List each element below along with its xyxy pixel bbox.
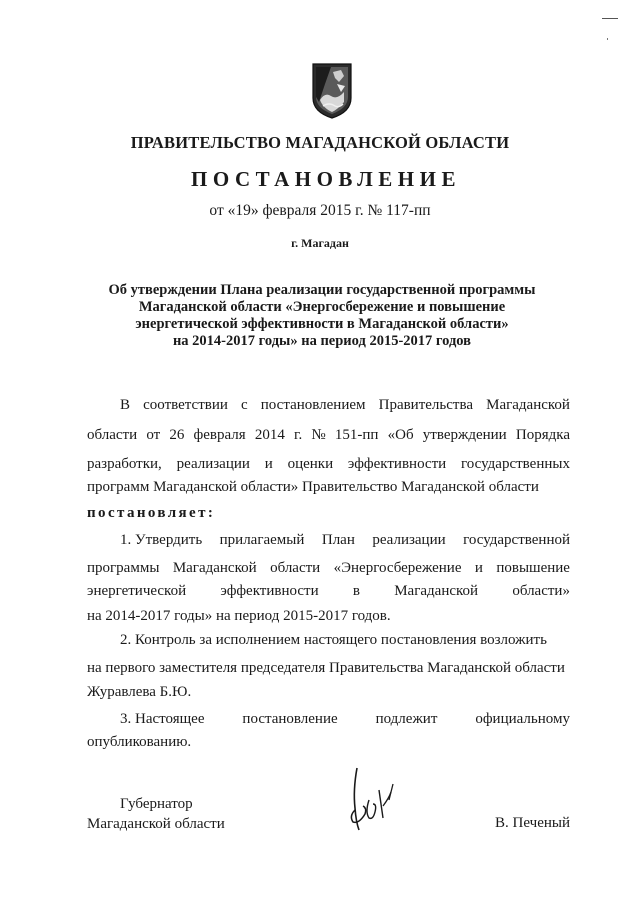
word: Порядка: [515, 427, 570, 443]
word: 1. Утвердить: [120, 532, 203, 548]
word: февраля: [193, 427, 246, 443]
signatory-region: Магаданской области: [87, 816, 225, 832]
signatory-position: Губернатор: [120, 796, 193, 812]
title-line: Магаданской области «Энергосбережение и повышение: [138, 299, 506, 315]
item-1-line: на 2014-2017 годы» на период 2015-2017 годов.: [87, 608, 391, 624]
word: «Об: [387, 427, 414, 443]
word: программы: [87, 560, 160, 576]
word: №: [311, 427, 326, 443]
word: эффективности: [347, 456, 447, 472]
word: области: [87, 427, 138, 443]
document-type: ПОСТАНОВЛЕНИЕ: [191, 167, 461, 191]
word: постановление: [242, 711, 338, 727]
word: г.: [294, 427, 303, 443]
word: утверждении: [422, 427, 507, 443]
word: разработки,: [87, 456, 162, 472]
word: с: [241, 397, 248, 413]
word: В: [120, 397, 131, 413]
word: соответствии: [143, 397, 228, 413]
preamble-line: [87, 456, 570, 476]
word: 26: [169, 427, 185, 443]
word: эффективности: [220, 583, 319, 599]
word: «Энергосбережение: [333, 560, 462, 576]
word: постановлением: [260, 397, 366, 413]
word: Правительства: [378, 397, 474, 413]
word: 2014: [254, 427, 285, 443]
word: государственной: [463, 532, 570, 548]
word: 151-пп: [334, 427, 379, 443]
organization-name: ПРАВИТЕЛЬСТВО МАГАДАНСКОЙ ОБЛАСТИ: [130, 133, 510, 152]
signatory-title: [87, 794, 257, 834]
preamble-line: [87, 427, 570, 447]
preamble-line: программ Магаданской области» Правительство Магаданской области: [87, 479, 539, 495]
word: Магаданской: [172, 560, 257, 576]
word: реализации: [176, 456, 250, 472]
item-1-line: [87, 560, 570, 580]
word: повышение: [496, 560, 570, 576]
word: Магаданской: [486, 397, 570, 413]
word: от: [146, 427, 161, 443]
word: оценки: [287, 456, 334, 472]
title-line: энергетической эффективности в Магаданской области»: [135, 316, 509, 332]
item-2-line: 2. Контроль за исполнением настоящего постановления возложить: [120, 632, 547, 648]
word: официальному: [475, 711, 570, 727]
preamble-line: [87, 397, 570, 417]
item-3-line: опубликованию.: [87, 734, 192, 750]
word: области»: [512, 583, 570, 599]
word: подлежит: [375, 711, 438, 727]
word: в: [352, 583, 360, 599]
resolves-keyword: постановляет:: [87, 505, 216, 521]
word: и: [264, 456, 273, 472]
word: области: [270, 560, 321, 576]
word: реализации: [372, 532, 446, 548]
coat-of-arms-emblem: [311, 62, 353, 120]
word: Магаданской: [394, 583, 479, 599]
handwritten-signature: [339, 760, 409, 835]
item-1-line: [87, 583, 570, 603]
title-line: Об утверждении Плана реализации государственной программы: [108, 282, 536, 298]
document-title: [60, 282, 584, 350]
item-2-line: Журавлева Б.Ю.: [87, 684, 192, 700]
word: прилагаемый: [219, 532, 305, 548]
title-line: на 2014-2017 годы» на период 2015-2017 годов: [172, 333, 472, 349]
word: государственных: [461, 456, 570, 472]
scan-mark: [607, 38, 608, 40]
word: 3. Настоящее: [120, 711, 205, 727]
scan-mark: [602, 18, 618, 19]
word: и: [474, 560, 483, 576]
item-3-line: [87, 711, 570, 731]
document-city: г. Магадан: [291, 236, 349, 250]
item-1-line: [87, 532, 570, 552]
item-2-line: на первого заместителя председателя Правительства Магаданской области: [87, 660, 565, 676]
document-date-number: от «19» февраля 2015 г. № 117-пп: [209, 202, 431, 219]
signatory-name: В. Печеный: [495, 815, 570, 831]
word: энергетической: [87, 583, 187, 599]
word: План: [321, 532, 355, 548]
